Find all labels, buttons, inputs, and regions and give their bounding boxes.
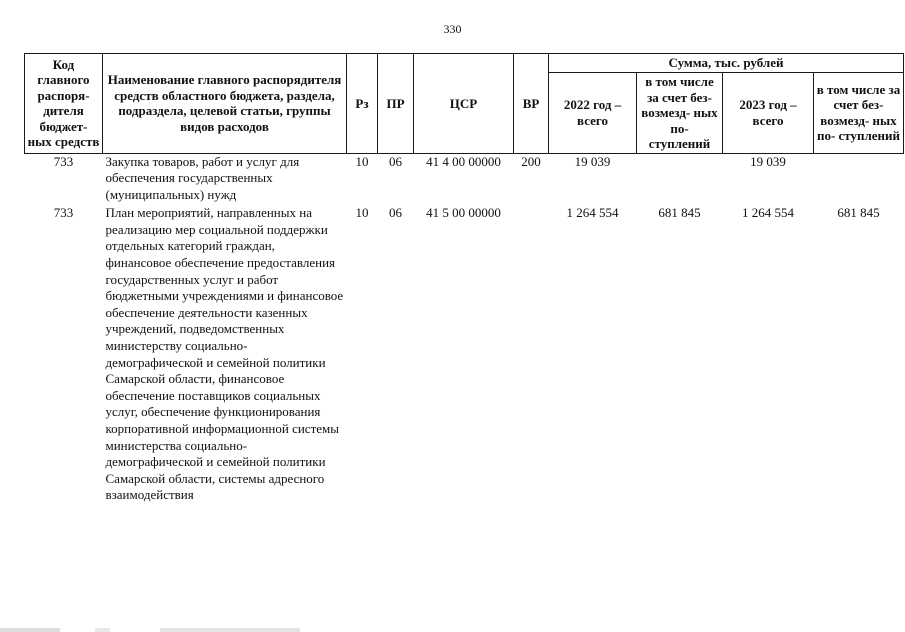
cell-2022-total: 19 039 <box>574 153 611 169</box>
cell-2023-free <box>814 153 904 203</box>
header-sum-group: Сумма, тыс. рублей <box>549 54 904 73</box>
cell-rz: 10 <box>355 153 369 169</box>
header-2023-total: 2023 год – всего <box>723 73 814 154</box>
cell-name: План мероприятий, направленных на реализацию мер социальной поддержки отдельных категорий граждан, финансовое обеспечение предоставления государственных услуг и работ бюджетными учреждениями и финансовое обеспечение деятельности казенных учреждений, подведомственных министерству социально-демографической и семейной политики Самарской области, финансовое обеспечение поставщиков социальных услуг, обеспечение функционирования корпоративной информационной системы министерства социально-демографической и семейной политики Самарской области, системы адресного взаимодействия <box>105 205 344 503</box>
cell-kod: 733 <box>53 153 74 169</box>
header-pr: ПР <box>378 54 414 154</box>
table-header <box>25 54 904 154</box>
header-csr: ЦСР <box>414 54 514 154</box>
header-kod: Код главного распоря- дителя бюджет- ных средств <box>25 54 103 154</box>
cell-2023-total: 1 264 554 <box>742 205 794 221</box>
budget-table <box>24 53 904 504</box>
scan-edge-artifact <box>0 628 905 632</box>
cell-vr <box>514 203 549 504</box>
cell-2022-free <box>637 153 723 203</box>
table-body <box>25 153 904 504</box>
cell-csr: 41 4 00 00000 <box>426 153 501 169</box>
table-row <box>25 153 904 203</box>
header-vr: ВР <box>514 54 549 154</box>
header-2023-free: в том числе за счет без- возмезд- ных по- ступлений <box>814 73 904 154</box>
header-2022-free: в том числе за счет без- возмезд- ных по- ступлений <box>637 73 723 154</box>
table-row <box>25 203 904 504</box>
cell-name: Закупка товаров, работ и услуг для обеспечения государственных (муниципальных) нужд <box>105 153 300 202</box>
cell-2022-total: 1 264 554 <box>566 205 619 221</box>
cell-2022-free: 681 845 <box>658 205 701 221</box>
cell-2023-free: 681 845 <box>837 205 880 221</box>
header-rz: Рз <box>347 54 378 154</box>
cell-pr: 06 <box>389 153 402 169</box>
cell-kod: 733 <box>53 205 74 221</box>
cell-vr: 200 <box>521 153 541 169</box>
cell-2023-total: 19 039 <box>750 153 786 169</box>
header-2022-total: 2022 год – всего <box>549 73 637 154</box>
page-number: 330 <box>443 22 462 36</box>
cell-csr: 41 5 00 00000 <box>426 205 501 221</box>
cell-rz: 10 <box>355 205 369 221</box>
header-name: Наименование главного распорядителя средств областного бюджета, раздела, подраздела, целевой статьи, группы видов расходов <box>103 54 347 154</box>
cell-pr: 06 <box>389 205 402 221</box>
